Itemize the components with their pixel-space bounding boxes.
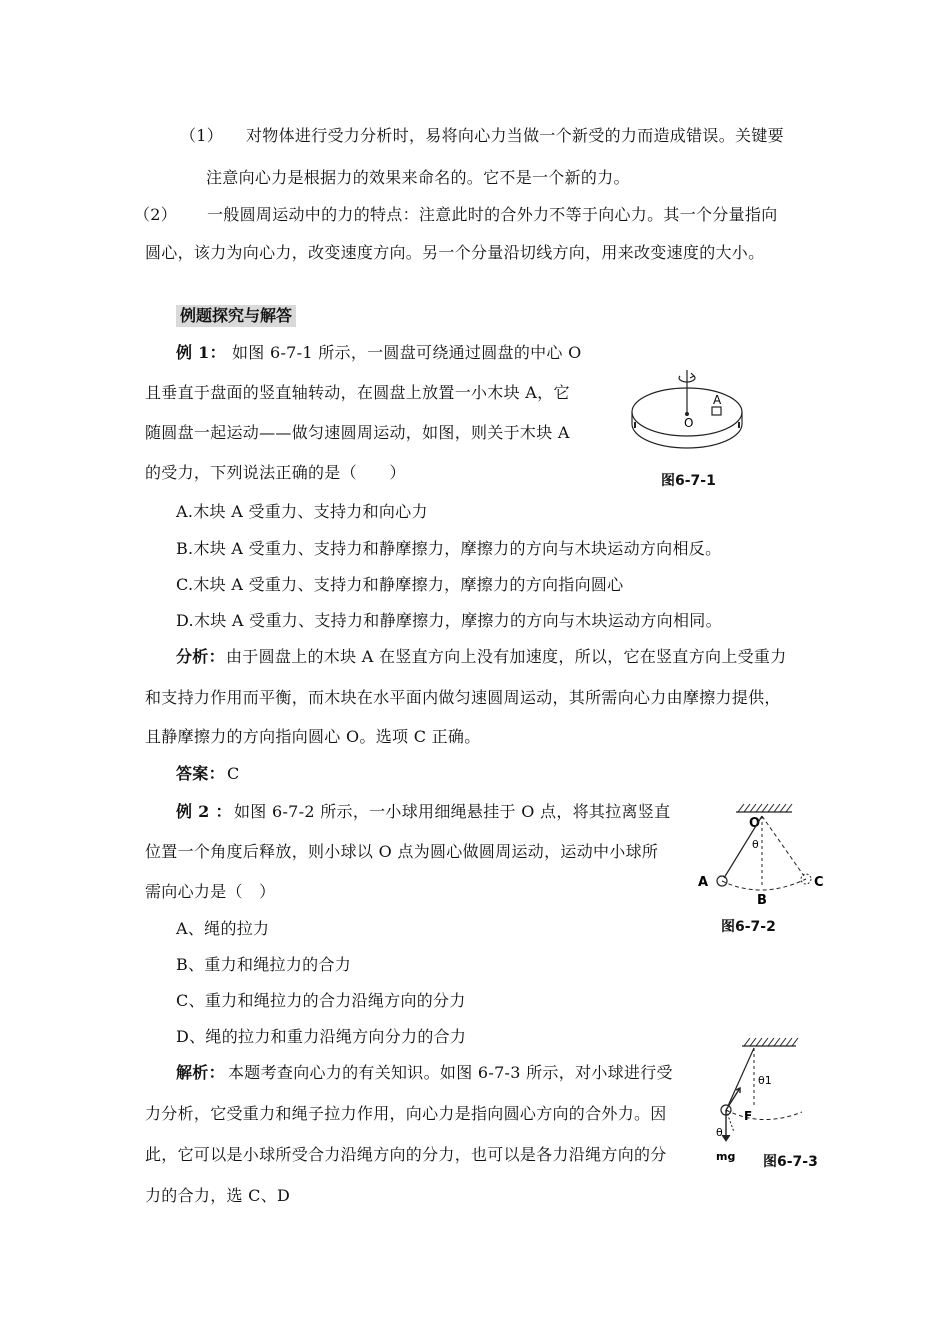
intro-item1-line2: 注意向心力是根据力的效果来命名的。它不是一个新的力。 (206, 168, 630, 187)
intro-item2-line1: 一般圆周运动中的力的特点：注意此时的合外力不等于向心力。其一个分量指向 (207, 205, 778, 224)
example2-solution-line3: 此，它可以是小球所受合力沿绳方向的分力，也可以是各力沿绳方向的分 (145, 1145, 667, 1164)
intro-item2-line2: 圆心，该力为向心力，改变速度方向。另一个分量沿切线方向，用来改变速度的大小。 (145, 243, 765, 262)
figure-6-7-2-caption: 图6-7-2 (721, 919, 776, 935)
intro-item2-label: （2） (134, 205, 178, 224)
example2-line2: 位置一个角度后释放，则小球以 O 点为圆心做圆周运动，运动中小球所 (145, 842, 659, 861)
pendulum-label-theta: θ (752, 838, 759, 851)
section-title: 例题探究与解答 (176, 305, 296, 327)
example2-option-b: B、重力和绳拉力的合力 (176, 955, 352, 974)
example1-option-a: A.木块 A 受重力、支持力和向心力 (176, 502, 428, 521)
example2-line3: 需向心力是（ ） (145, 882, 276, 901)
disc-label-a: A (713, 393, 722, 407)
example1-analysis-line3: 且静摩擦力的方向指向圆心 O。选项 C 正确。 (145, 727, 481, 746)
example2-solution-label: 解析： (176, 1063, 225, 1082)
force-label-theta: θ (716, 1126, 723, 1139)
example1-option-d: D.木块 A 受重力、支持力和静摩擦力，摩擦力的方向与木块运动方向相同。 (176, 611, 722, 630)
pendulum-label-b: B (757, 893, 767, 908)
example1-analysis-label: 分析： (176, 647, 225, 666)
disc-label-o: O (684, 416, 694, 430)
intro-item1-label: （1） (180, 126, 224, 145)
example1-answer-label: 答案： (176, 764, 225, 783)
example1-line4: 的受力，下列说法正确的是（ ） (145, 463, 406, 482)
force-label-f: F (744, 1109, 753, 1123)
intro-item1-line1: 对物体进行受力分析时，易将向心力当做一个新受的力而造成错误。关键要 (246, 126, 784, 145)
example2-solution-line4: 力的合力，选 C、D (145, 1186, 291, 1205)
example1-option-c: C.木块 A 受重力、支持力和静摩擦力，摩擦力的方向指向圆心 (176, 575, 624, 594)
figure-6-7-3 (702, 1036, 812, 1166)
force-label-theta1: θ1 (758, 1074, 772, 1087)
example1-analysis-line2: 和支持力作用而平衡，而木块在水平面内做匀速圆周运动，其所需向心力由摩擦力提供， (145, 688, 781, 707)
example1-answer-value: C (227, 764, 240, 783)
example1-label: 例 1： (176, 343, 226, 362)
figure-6-7-1 (622, 362, 752, 472)
force-diagram (702, 1036, 812, 1166)
figure-6-7-2 (694, 800, 834, 910)
pendulum-label-c: C (814, 875, 824, 890)
example2-option-a: A、绳的拉力 (176, 919, 270, 938)
example2-line1: 如图 6-7-2 所示，一小球用细绳悬挂于 O 点，将其拉离竖直 (234, 802, 671, 821)
example1-analysis-line1: 由于圆盘上的木块 A 在竖直方向上没有加速度，所以，它在竖直方向上受重力 (226, 647, 787, 666)
example1-option-b: B.木块 A 受重力、支持力和静摩擦力，摩擦力的方向与木块运动方向相反。 (176, 539, 722, 558)
example2-solution-line1: 本题考查向心力的有关知识。如图 6-7-3 所示，对小球进行受 (228, 1063, 673, 1082)
pendulum-diagram (694, 800, 834, 910)
force-label-mg: mg (716, 1150, 736, 1163)
figure-6-7-3-caption: 图6-7-3 (763, 1154, 818, 1170)
example1-line1: 如图 6-7-1 所示，一圆盘可绕通过圆盘的中心 O (232, 343, 582, 362)
example1-line2: 且垂直于盘面的竖直轴转动，在圆盘上放置一小木块 A，它 (145, 383, 570, 402)
pendulum-label-o: O (749, 816, 761, 831)
figure-6-7-1-caption: 图6-7-1 (661, 473, 716, 489)
example2-solution-line2: 力分析，它受重力和绳子拉力作用，向心力是指向圆心方向的合外力。因 (145, 1104, 667, 1123)
pendulum-label-a: A (698, 875, 709, 890)
example1-line3: 随圆盘一起运动——做匀速圆周运动，如图，则关于木块 A (145, 423, 570, 442)
example2-option-d: D、绳的拉力和重力沿绳方向分力的合力 (176, 1027, 467, 1046)
example2-option-c: C、重力和绳拉力的合力沿绳方向的分力 (176, 991, 466, 1010)
example2-label: 例 2 ： (176, 802, 232, 821)
disc-diagram (622, 362, 752, 472)
